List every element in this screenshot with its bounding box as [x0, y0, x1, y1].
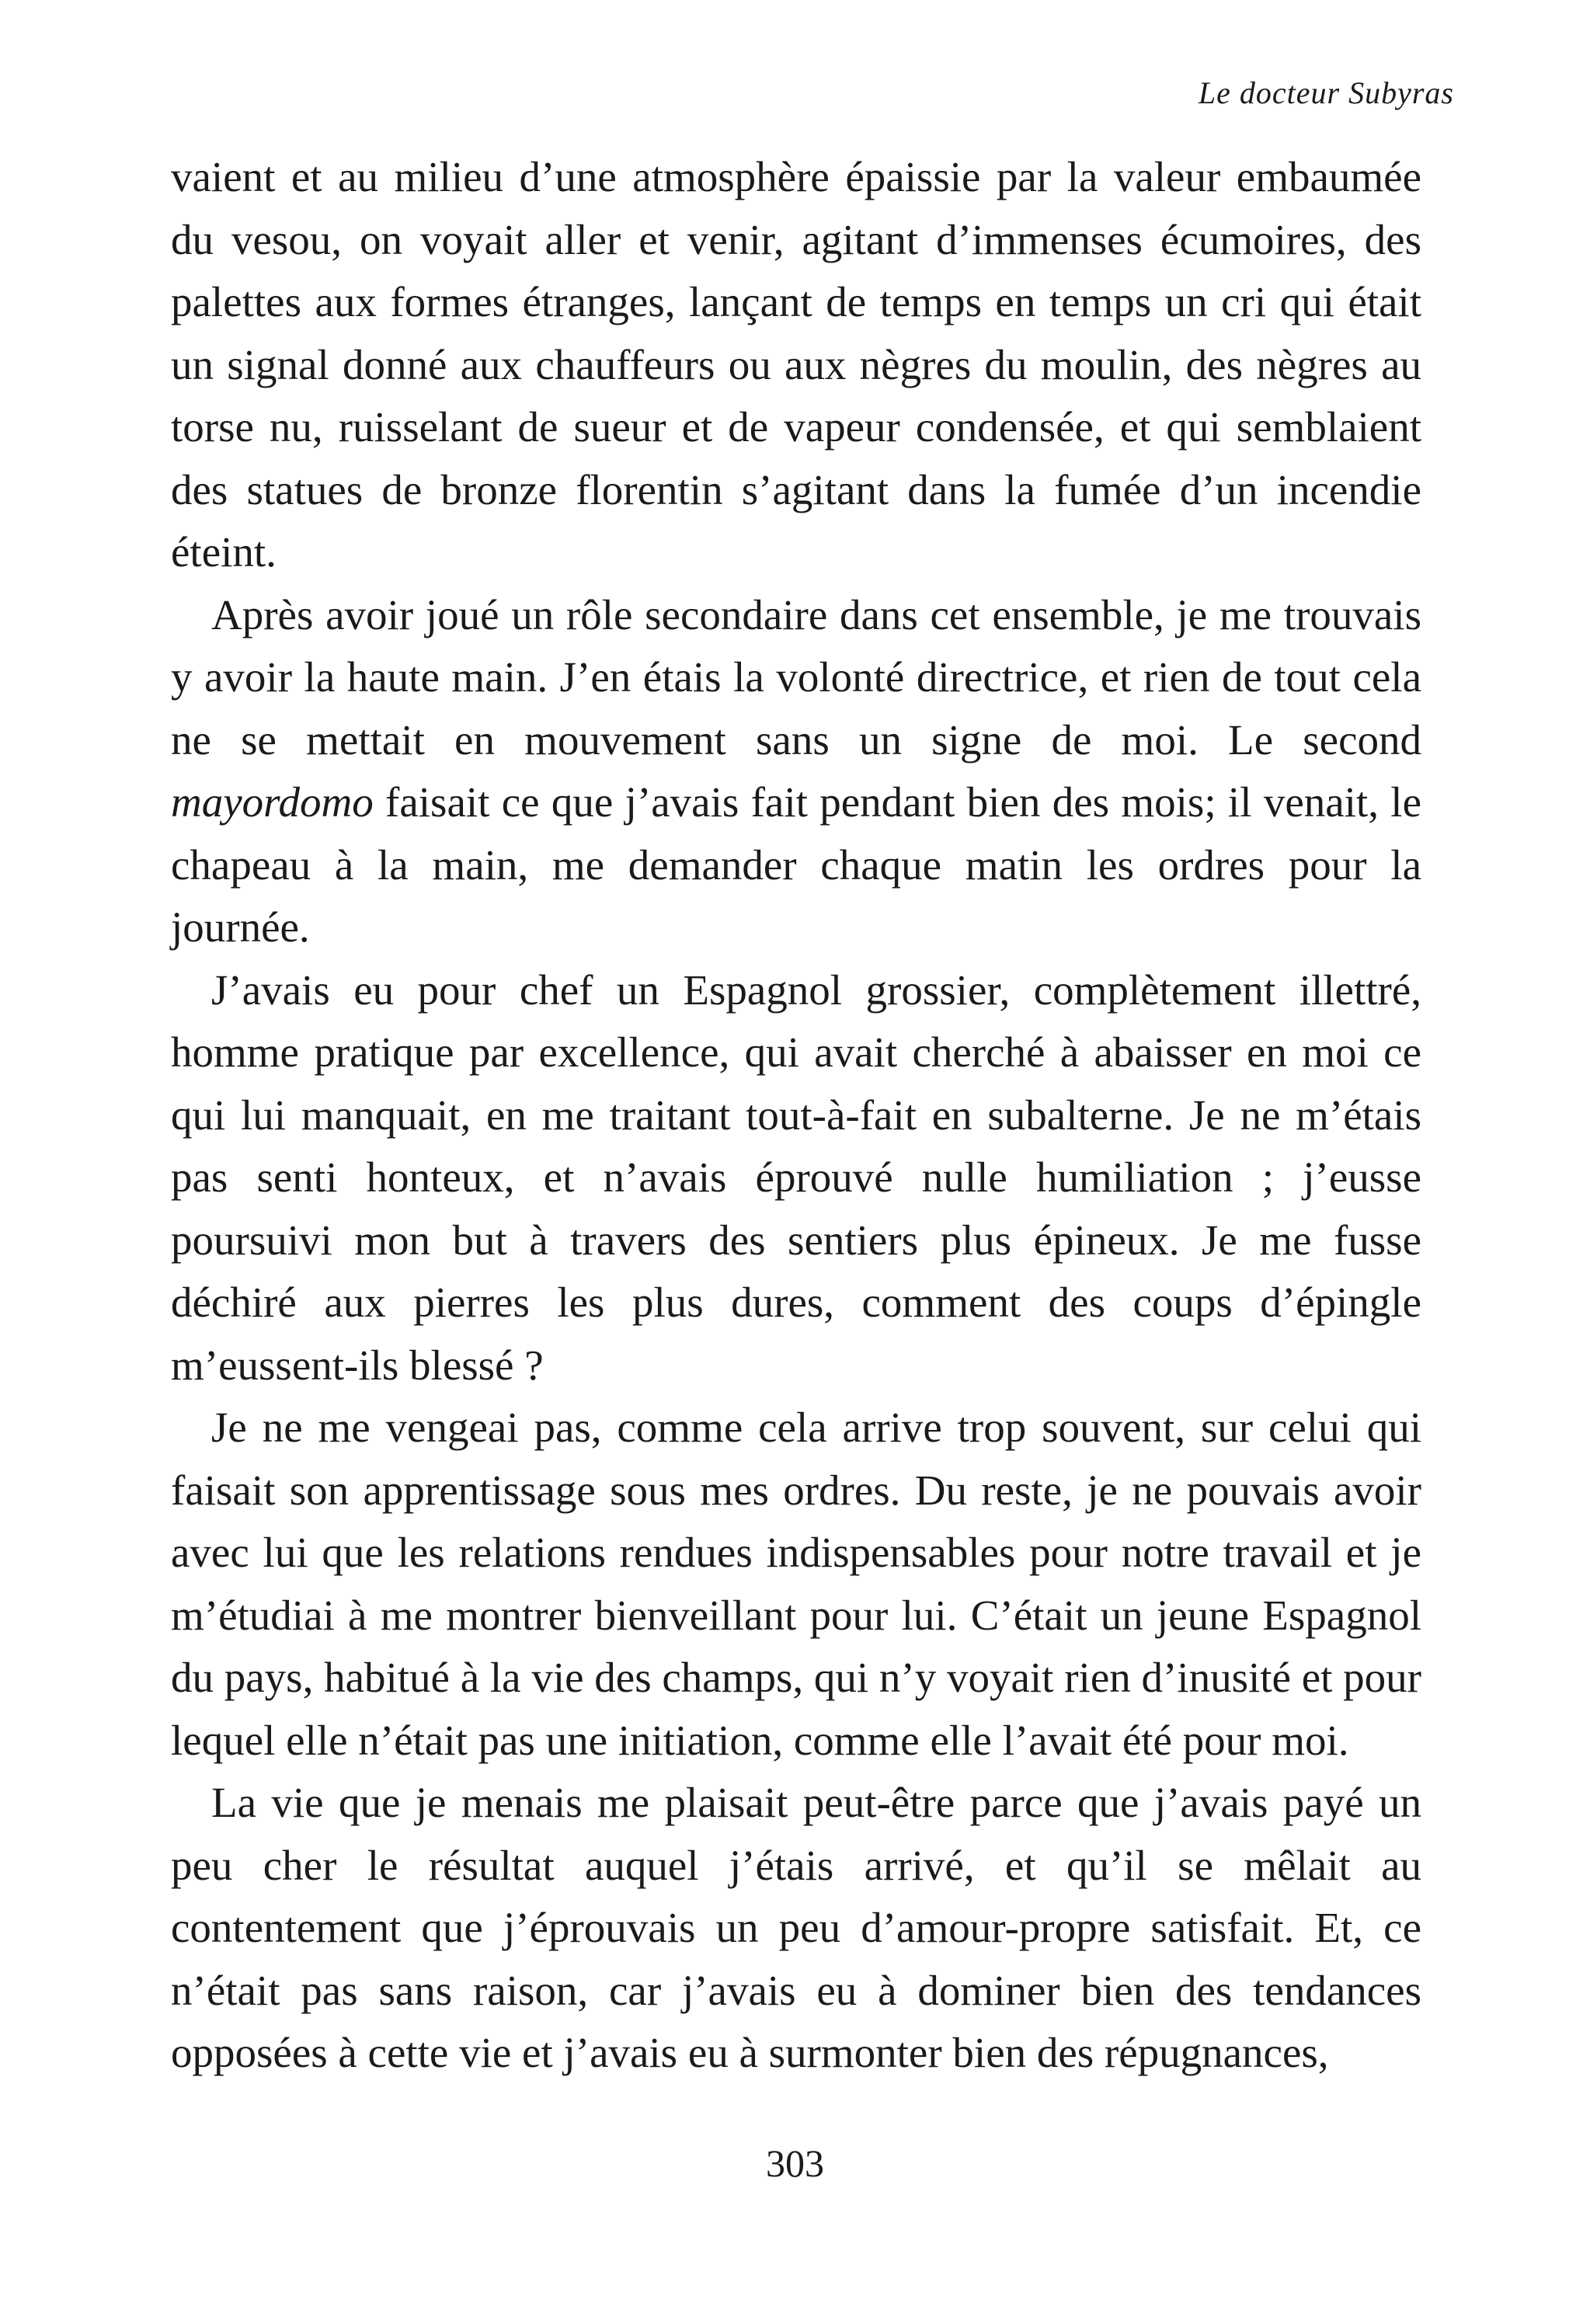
running-head-title: Le docteur Subyras	[1198, 75, 1454, 110]
paragraph-2	[171, 584, 1421, 959]
italic-term-mayordomo: mayordomo	[171, 778, 374, 826]
body-text	[171, 146, 1421, 2085]
paragraph-2-after: faisait ce que j’avais fait pendant bien des mois; il venait, le chapeau à la main, me demander chaque matin les ordres pour la journée.	[171, 778, 1421, 951]
paragraph-2-before: Après avoir joué un rôle secondaire dans cet ensemble, je me trouvais y avoir la haute main. J’en étais la volonté directrice, et rien de tout cela ne se mettait en mouvement sans un signe de moi. Le second	[171, 590, 1421, 764]
paragraph-5: La vie que je menais me plaisait peut-être parce que j’avais payé un peu cher le résultat auquel j’étais arrivé, et qu’il se mêlait au contentement que j’éprouvais un peu d’amour-propre satisfait. Et, ce n’était pas sans raison, car j’avais eu à dominer bien des tendances opposées à cette vie et j’avais eu à surmonter bien des répugnances,	[171, 1779, 1421, 2076]
paragraph-3: J’avais eu pour chef un Espagnol grossier, complètement illettré, homme pratique par excellence, qui avait cherché à abaisser en moi ce qui lui manquait, en me traitant tout-à-fait en subalterne. Je ne m’étais pas senti honteux, et n’avais éprouvé nulle humiliation ; j’eusse poursuivi mon but à travers des sentiers plus épineux. Je me fusse déchiré aux pierres les plus dures, comment des coups d’épingle m’eussent-ils blessé ?	[171, 965, 1421, 1389]
paragraph-4: Je ne me vengeai pas, comme cela arrive trop souvent, sur celui qui faisait son apprentissage sous mes ordres. Du reste, je ne pouvais avoir avec lui que les relations rendues indispensables pour notre travail et je m’étudiai à me montrer bienveillant pour lui. C’était un jeune Espagnol du pays, habitué à la vie des champs, qui n’y voyait rien d’inusité et pour lequel elle n’était pas une initiation, comme elle l’avait été pour moi.	[171, 1404, 1421, 1764]
page-number: 303	[766, 2141, 824, 2185]
paragraph-1: vaient et au milieu d’une atmosphère épaissie par la valeur embaumée du vesou, on voyait aller et venir, agitant d’immenses écumoires, des palettes aux formes étranges, lançant de temps en temps un cri qui était un signal donné aux chauffeurs ou aux nègres du moulin, des nègres au torse nu, ruisselant de sueur et de vapeur condensée, et qui semblaient des statues de bronze florentin s’agitant dans la fumée d’un incendie éteint.	[171, 153, 1421, 576]
